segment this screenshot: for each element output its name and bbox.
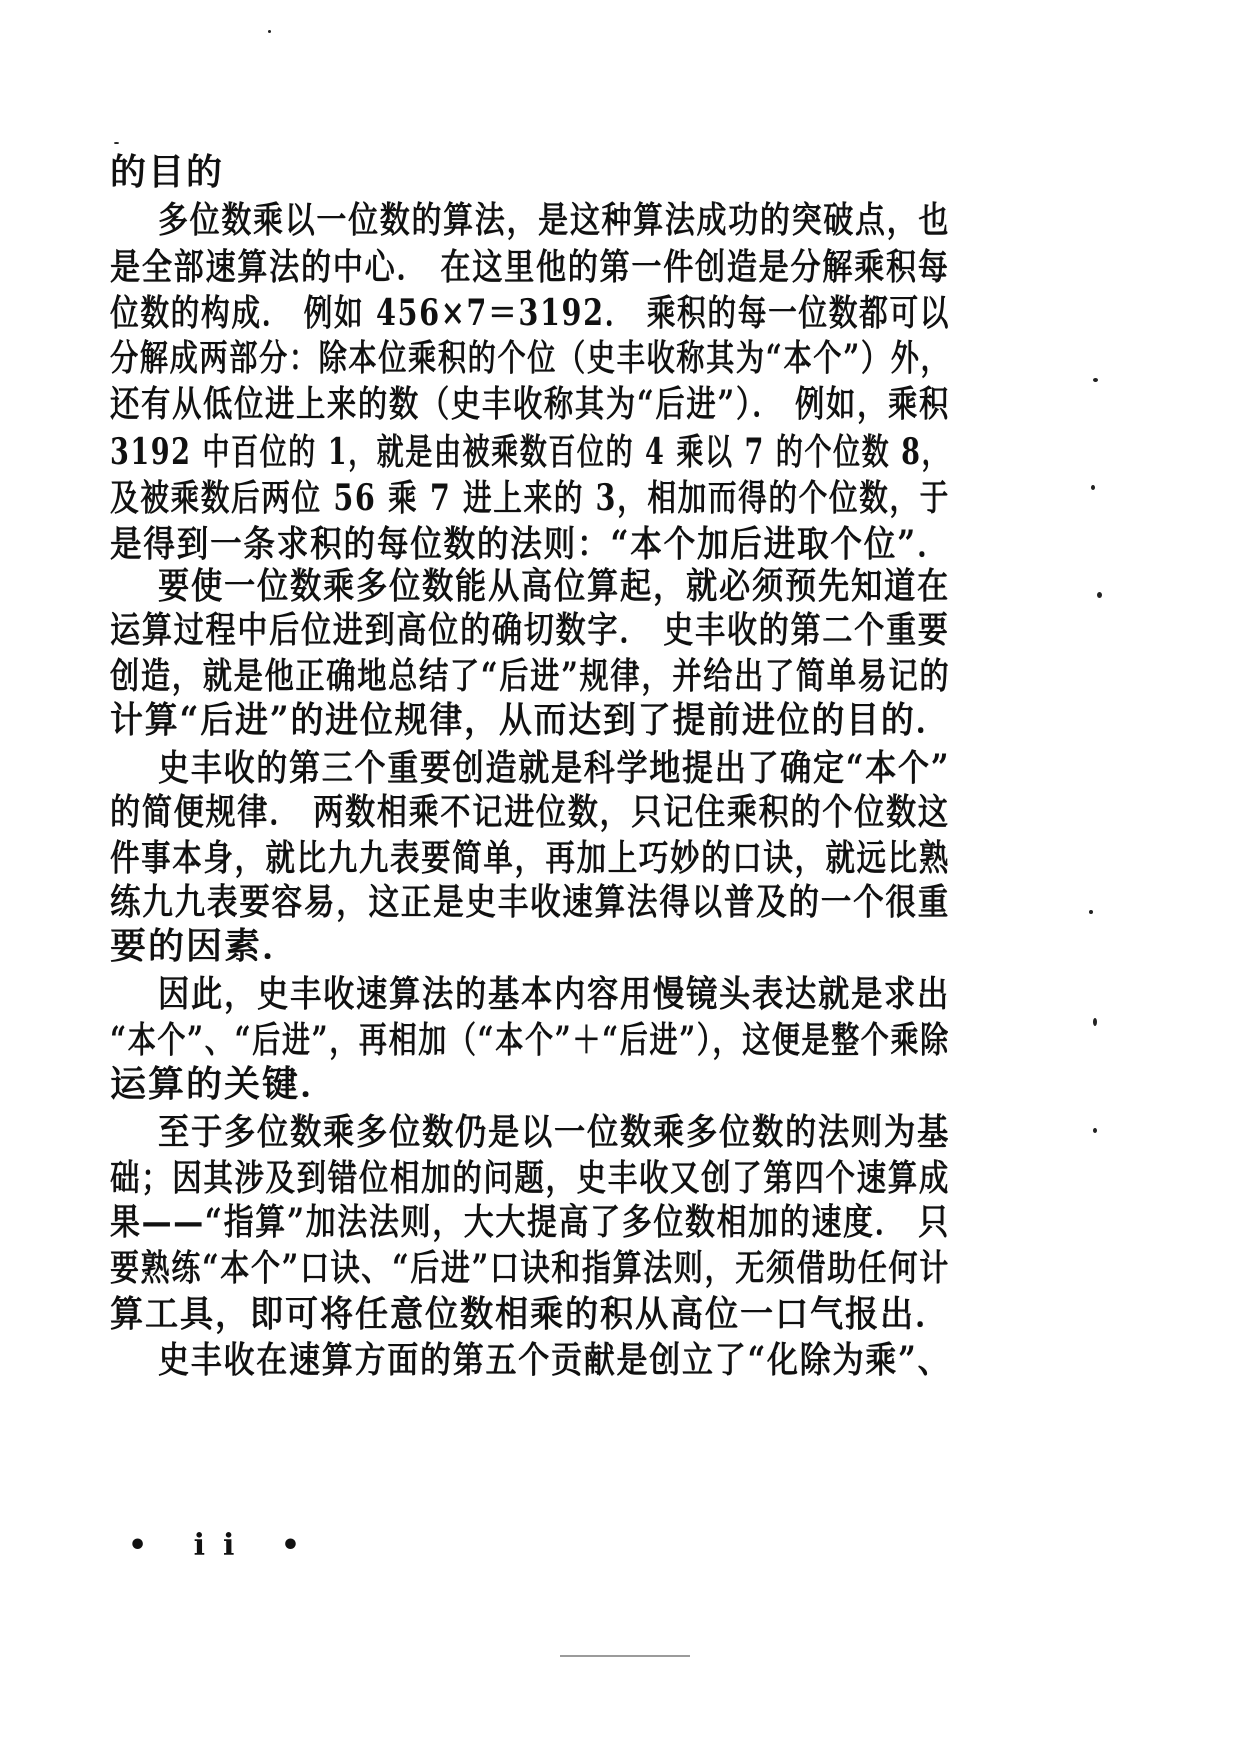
scan-speck: [114, 142, 119, 144]
paragraph-start: 史丰收在速算方面的第五个贡献是创立了“化除为乘”、: [158, 1339, 951, 1381]
scan-speck: [560, 1655, 690, 1657]
scan-speck: [1093, 378, 1098, 382]
scan-speck: [1093, 1128, 1097, 1133]
scan-speck: [1093, 1018, 1097, 1026]
text-line: 要熟练“本个”口诀、“后进”口诀和指算法则，无须借助任何计: [110, 1247, 950, 1289]
text-line: 3192 中百位的 1，就是由被乘数百位的 4 乘以 7 的个位数 8，: [110, 431, 951, 473]
text-line: 的简便规律． 两数相乘不记进位数，只记住乘积的个位数这: [110, 791, 950, 833]
text-line: 要的因素．: [110, 925, 301, 967]
page-number: • ii •: [128, 1528, 319, 1563]
scan-speck: [1089, 910, 1093, 914]
text-line: 练九九表要容易，这正是史丰收速算法得以普及的一个很重: [110, 881, 951, 923]
text-line: 的目的: [110, 151, 225, 193]
text-line: 及被乘数后两位 56 乘 7 进上来的 3，相加而得的个位数，于: [110, 477, 950, 519]
paragraph-start: 史丰收的第三个重要创造就是科学地提出了确定“本个”: [158, 747, 951, 789]
text-line: 还有从低位进上来的数（史丰收称其为“后进”）． 例如，乘积: [110, 383, 950, 425]
text-line: 创造，就是他正确地总结了“后进”规律，并给出了简单易记的: [110, 655, 951, 697]
paragraph-start: 多位数乘以一位数的算法，是这种算法成功的突破点，也: [158, 199, 951, 241]
text-line: 位数的构成． 例如 456×7＝3192． 乘积的每一位数都可以: [110, 292, 951, 334]
text-line: 运算过程中后位进到高位的确切数字． 史丰收的第二个重要: [110, 609, 950, 651]
text-line: 运算的关键．: [110, 1063, 339, 1105]
scan-speck: [1097, 592, 1102, 598]
text-line: 算工具，即可将任意位数相乘的积从高位一口气报出．: [110, 1293, 951, 1335]
text-line: 计算“后进”的进位规律，从而达到了提前进位的目的．: [110, 699, 951, 741]
text-line: 果——“指算”加法法则，大大提高了多位数相加的速度． 只: [110, 1201, 950, 1243]
paragraph-start: 要使一位数乘多位数能从高位算起，就必须预先知道在: [158, 565, 951, 607]
text-line: 础；因其涉及到错位相加的问题，史丰收又创了第四个速算成: [110, 1157, 951, 1199]
paragraph-start: 因此，史丰收速算法的基本内容用慢镜头表达就是求出: [158, 973, 951, 1015]
paragraph-start: 至于多位数乘多位数仍是以一位数乘多位数的法则为基: [158, 1111, 951, 1153]
scan-speck: [268, 30, 271, 33]
text-line: 是全部速算法的中心． 在这里他的第一件创造是分解乘积每: [110, 246, 950, 288]
text-line: 分解成两部分：除本位乘积的个位（史丰收称其为“本个”）外，: [110, 337, 951, 379]
scan-speck: [1091, 485, 1095, 490]
text-line: 是得到一条求积的每位数的法则：“本个加后进取个位”．: [110, 523, 951, 565]
text-line: “本个”、“后进”，再相加（“本个”＋“后进”），这便是整个乘除: [110, 1019, 950, 1061]
text-line: 件事本身，就比九九表要简单，再加上巧妙的口诀，就远比熟: [110, 837, 951, 879]
